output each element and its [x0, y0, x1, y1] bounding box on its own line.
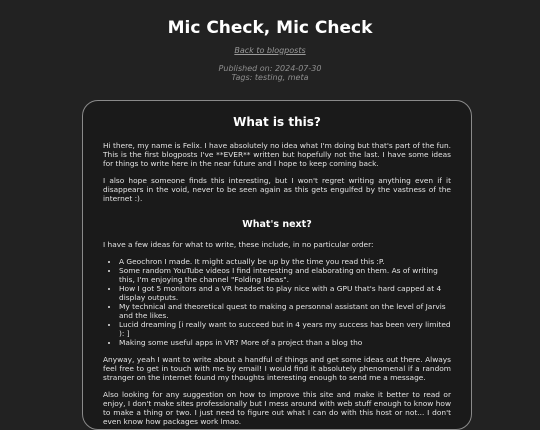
post-tags: Tags: testing, meta	[231, 73, 309, 82]
section-heading-whats-next: What's next?	[242, 219, 312, 230]
outro-paragraph: Anyway, yeah I want to write about a handful of things and get some ideas out there. Always feel free to get in touch with me by email! I would find it absolutely phenomenal if a random stranger on the internet found my thoughts interesting enough to send me a message.	[103, 355, 451, 382]
list-item: • My technical and theoretical quest to making a personnal assistant on the level of Jarvis and the likes.	[119, 302, 451, 320]
intro-paragraph: Hi there, my name is Felix. I have absolutely no idea what I'm doing but that's part of the fun. This is the first blogposts I've **EVER** written but hopefully not the last. I have some ideas for things to write here in the near future and I hope to keep coming back.	[103, 141, 451, 168]
back-to-blogposts-link[interactable]: Back to blogposts	[234, 46, 306, 55]
published-date: Published on: 2024-07-30	[218, 64, 322, 73]
list-item: • A Geochron I made. It might actually be up by the time you read this :P.	[119, 257, 451, 266]
article-card	[82, 100, 472, 430]
suggestions-paragraph: Also looking for any suggestion on how to improve this site and make it better to read or enjoy, I don't make sites professionally but I mess around with web stuff enough to know how to make a thing or two. I just need to figure out what I can do with this host or not... I don't even know how packages work lmao.	[103, 390, 451, 426]
ideas-list	[103, 257, 451, 347]
ideas-intro-paragraph: I have a few ideas for what to write, these include, in no particular order:	[103, 240, 374, 249]
list-item: • How I got 5 monitors and a VR headset to play nice with a GPU that's hard capped at 4 display outputs.	[119, 284, 451, 302]
section-heading-what-is-this: What is this?	[233, 115, 321, 129]
hope-paragraph: I also hope someone finds this interesting, but I won't regret writing anything even if it disappears in the void, never to be seen again as this gets engulfed by the vastness of the internet :).	[103, 176, 451, 203]
post-title: Mic Check, Mic Check	[167, 18, 373, 38]
list-item: • Making some useful apps in VR? More of a project than a blog tho	[119, 338, 451, 347]
list-item: • Lucid dreaming [i really want to succeed but in 4 years my success has been very limited ): ]	[119, 320, 451, 338]
list-item: • Some random YouTube videos I find interesting and elaborating on them. As of writing this, I'm enjoying the channel "Folding Ideas".	[119, 266, 451, 284]
